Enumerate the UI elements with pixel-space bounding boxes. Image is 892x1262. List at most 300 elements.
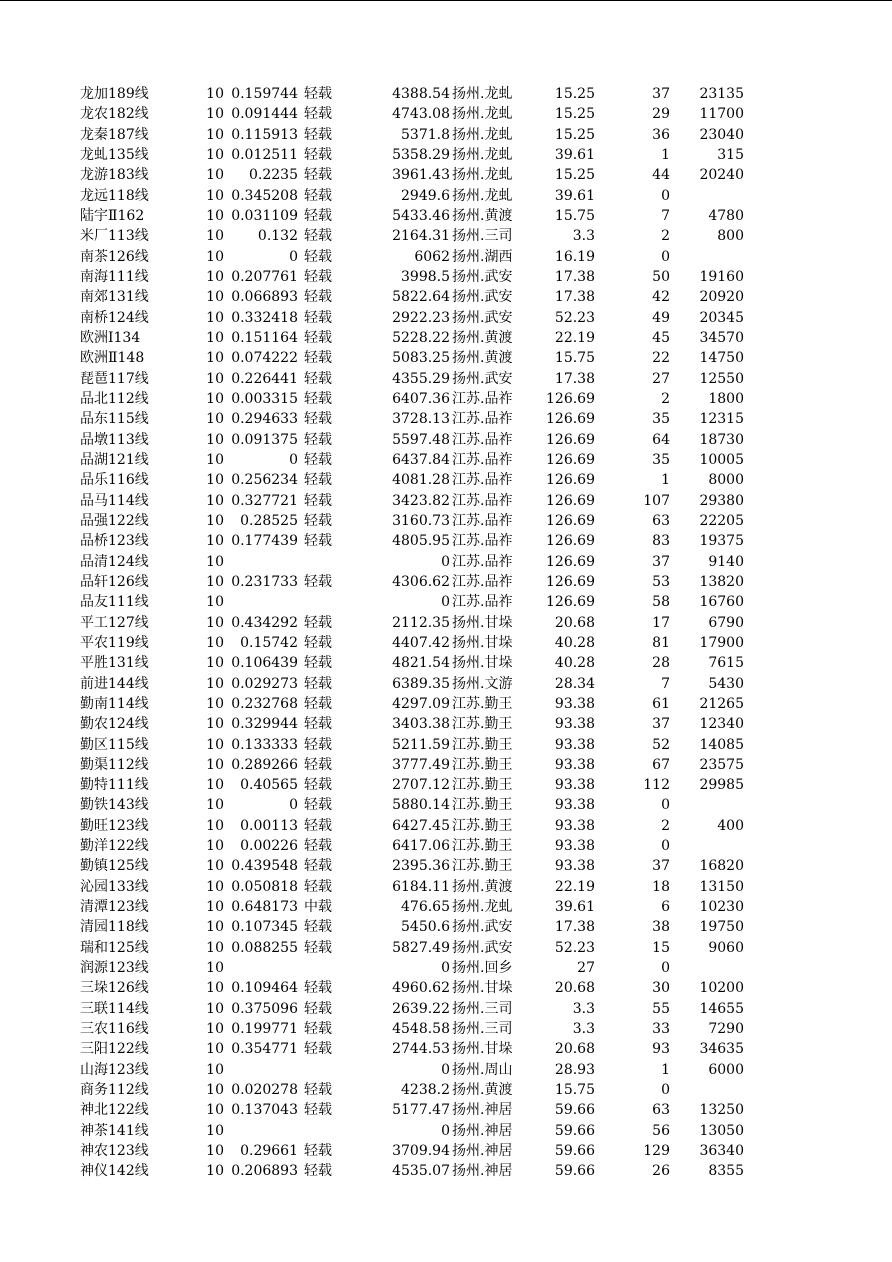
cell-load-status: 轻载 (304, 451, 332, 468)
cell-distance: 93.38 (554, 858, 595, 875)
cell-voltage: 10 (206, 777, 224, 794)
cell-load-status: 轻载 (304, 736, 332, 753)
cell-load-status: 轻载 (304, 797, 332, 814)
cell-load-ratio: 0.133333 (231, 736, 298, 753)
table-row (0, 755, 892, 775)
cell-total: 20240 (699, 167, 744, 184)
cell-count: 61 (652, 695, 670, 712)
cell-distance: 52.23 (554, 939, 595, 956)
cell-substation: 扬州.甘垛 (452, 634, 513, 651)
cell-load-ratio: 0.00113 (240, 817, 298, 834)
cell-substation: 江苏.勤王 (452, 838, 513, 855)
cell-capacity: 0 (441, 1122, 450, 1139)
cell-line-name: 龙远118线 (80, 187, 149, 204)
table-row (0, 775, 892, 795)
table-row (0, 592, 892, 612)
cell-load-ratio: 0.40565 (240, 777, 298, 794)
cell-capacity: 5371.8 (401, 126, 450, 143)
cell-capacity: 5880.14 (392, 797, 450, 814)
table-row (0, 308, 892, 328)
cell-substation: 扬州.甘垛 (452, 655, 513, 672)
cell-substation: 江苏.品祚 (452, 472, 513, 489)
cell-count: 35 (652, 451, 670, 468)
cell-distance: 27 (577, 960, 595, 977)
cell-distance: 93.38 (554, 838, 595, 855)
cell-count: 37 (652, 858, 670, 875)
cell-load-ratio: 0.115913 (231, 126, 298, 143)
cell-distance: 126.69 (546, 390, 595, 407)
cell-load-ratio: 0.091444 (231, 106, 298, 123)
cell-distance: 20.68 (554, 980, 595, 997)
cell-voltage: 10 (206, 268, 224, 285)
cell-voltage: 10 (206, 1102, 224, 1119)
cell-substation: 扬州.甘垛 (452, 1041, 513, 1058)
cell-substation: 扬州.神居 (452, 1122, 513, 1139)
cell-total: 8000 (708, 472, 744, 489)
cell-distance: 3.3 (572, 1000, 595, 1017)
cell-load-ratio: 0.329944 (231, 716, 298, 733)
cell-distance: 17.38 (554, 370, 595, 387)
cell-line-name: 瑞和125线 (80, 939, 149, 956)
cell-substation: 扬州.武安 (452, 939, 513, 956)
cell-substation: 江苏.品祚 (452, 431, 513, 448)
cell-total: 23575 (699, 756, 744, 773)
cell-load-ratio: 0.020278 (231, 1082, 298, 1099)
cell-load-status: 轻载 (304, 248, 332, 265)
cell-distance: 20.68 (554, 614, 595, 631)
table-row (0, 938, 892, 958)
cell-count: 29 (652, 106, 670, 123)
cell-voltage: 10 (206, 1000, 224, 1017)
cell-line-name: 勤渠112线 (80, 756, 149, 773)
cell-distance: 52.23 (554, 309, 595, 326)
cell-substation: 扬州.三司 (452, 1000, 513, 1017)
table-row (0, 917, 892, 937)
cell-distance: 126.69 (546, 533, 595, 550)
cell-capacity: 0 (441, 1061, 450, 1078)
cell-line-name: 品墩113线 (80, 431, 149, 448)
cell-load-status: 轻载 (304, 370, 332, 387)
cell-capacity: 5083.25 (392, 350, 450, 367)
cell-capacity: 4355.29 (392, 370, 450, 387)
cell-voltage: 10 (206, 492, 224, 509)
table-row (0, 409, 892, 429)
cell-count: 0 (661, 1082, 670, 1099)
cell-line-name: 清园118线 (80, 919, 149, 936)
cell-voltage: 10 (206, 451, 224, 468)
cell-total: 9060 (708, 939, 744, 956)
cell-load-ratio: 0.074222 (231, 350, 298, 367)
cell-substation: 扬州.甘垛 (452, 614, 513, 631)
cell-count: 63 (652, 1102, 670, 1119)
cell-substation: 江苏.品祚 (452, 573, 513, 590)
cell-line-name: 三联114线 (80, 1000, 149, 1017)
cell-total: 1800 (708, 390, 744, 407)
cell-line-name: 龙加189线 (80, 86, 149, 102)
cell-load-status: 轻载 (304, 878, 332, 895)
cell-total: 12550 (699, 370, 744, 387)
cell-voltage: 10 (206, 207, 224, 224)
cell-substation: 江苏.品祚 (452, 553, 513, 570)
table-row (0, 267, 892, 287)
cell-substation: 江苏.品祚 (452, 411, 513, 428)
cell-capacity: 3160.73 (392, 512, 450, 529)
cell-capacity: 2112.35 (392, 614, 450, 631)
cell-voltage: 10 (206, 187, 224, 204)
cell-distance: 39.61 (554, 899, 595, 916)
cell-total: 10005 (699, 451, 744, 468)
cell-load-ratio: 0.109464 (231, 980, 298, 997)
cell-load-ratio: 0.231733 (231, 573, 298, 590)
cell-substation: 江苏.勤王 (452, 756, 513, 773)
cell-capacity: 4407.42 (392, 634, 450, 651)
table-row (0, 1161, 892, 1181)
table-row (0, 552, 892, 572)
cell-substation: 扬州.回乡 (452, 960, 513, 977)
cell-capacity: 3728.13 (392, 411, 450, 428)
cell-voltage: 10 (206, 228, 224, 245)
cell-voltage: 10 (206, 939, 224, 956)
cell-capacity: 6427.45 (392, 817, 450, 834)
cell-line-name: 龙游183线 (80, 167, 149, 184)
cell-total: 315 (717, 146, 744, 163)
cell-load-status: 轻载 (304, 1143, 332, 1160)
cell-line-name: 平胜131线 (80, 655, 149, 672)
cell-load-status: 轻载 (304, 167, 332, 184)
cell-line-name: 品友111线 (80, 594, 149, 611)
cell-substation: 扬州.湖西 (452, 248, 513, 265)
table-row (0, 694, 892, 714)
cell-voltage: 10 (206, 797, 224, 814)
cell-substation: 扬州.周山 (452, 1061, 513, 1078)
cell-substation: 江苏.品祚 (452, 451, 513, 468)
cell-voltage: 10 (206, 756, 224, 773)
cell-count: 17 (652, 614, 670, 631)
cell-count: 52 (652, 736, 670, 753)
cell-total: 29380 (699, 492, 744, 509)
cell-voltage: 10 (206, 675, 224, 692)
cell-voltage: 10 (206, 309, 224, 326)
cell-voltage: 10 (206, 594, 224, 611)
cell-total: 34570 (699, 329, 744, 346)
cell-count: 36 (652, 126, 670, 143)
cell-substation: 扬州.龙虬 (452, 126, 513, 143)
cell-substation: 扬州.神居 (452, 1163, 513, 1180)
cell-load-status: 轻载 (304, 350, 332, 367)
cell-distance: 40.28 (554, 634, 595, 651)
cell-substation: 江苏.品祚 (452, 492, 513, 509)
cell-count: 0 (661, 187, 670, 204)
table-row (0, 1121, 892, 1141)
table-row (0, 145, 892, 165)
cell-load-status: 轻载 (304, 1000, 332, 1017)
cell-line-name: 勤特111线 (80, 777, 149, 794)
cell-voltage: 10 (206, 370, 224, 387)
cell-capacity: 2922.23 (392, 309, 450, 326)
cell-load-status: 轻载 (304, 289, 332, 306)
cell-distance: 17.38 (554, 919, 595, 936)
cell-load-status: 轻载 (304, 1163, 332, 1180)
cell-count: 2 (661, 817, 670, 834)
cell-distance: 126.69 (546, 492, 595, 509)
cell-count: 18 (652, 878, 670, 895)
cell-substation: 扬州.龙虬 (452, 86, 513, 102)
cell-line-name: 三农116线 (80, 1021, 149, 1038)
table-row (0, 369, 892, 389)
cell-voltage: 10 (206, 858, 224, 875)
cell-capacity: 4297.09 (392, 695, 450, 712)
cell-substation: 江苏.勤王 (452, 716, 513, 733)
cell-total: 10230 (699, 899, 744, 916)
cell-count: 0 (661, 960, 670, 977)
cell-load-status: 轻载 (304, 390, 332, 407)
cell-line-name: 三阳122线 (80, 1041, 149, 1058)
cell-total: 13820 (699, 573, 744, 590)
table-row (0, 1039, 892, 1059)
cell-substation: 扬州.武安 (452, 309, 513, 326)
cell-line-name: 勤洋122线 (80, 838, 149, 855)
cell-voltage: 10 (206, 919, 224, 936)
cell-total: 12315 (699, 411, 744, 428)
cell-load-ratio: 0.199771 (231, 1021, 298, 1038)
cell-count: 0 (661, 248, 670, 265)
table-row (0, 389, 892, 409)
cell-count: 1 (661, 146, 670, 163)
cell-total: 14085 (699, 736, 744, 753)
table-row (0, 450, 892, 470)
cell-distance: 93.38 (554, 716, 595, 733)
cell-distance: 3.3 (572, 228, 595, 245)
cell-load-ratio: 0.00226 (240, 838, 298, 855)
table-row (0, 430, 892, 450)
table-row (0, 104, 892, 124)
table-row (0, 735, 892, 755)
cell-capacity: 4743.08 (392, 106, 450, 123)
cell-load-ratio: 0.327721 (231, 492, 298, 509)
cell-total: 800 (717, 228, 744, 245)
cell-distance: 39.61 (554, 187, 595, 204)
table-row (0, 1141, 892, 1161)
cell-load-ratio: 0.345208 (231, 187, 298, 204)
cell-load-status: 轻载 (304, 512, 332, 529)
cell-load-ratio: 0.439548 (231, 858, 298, 875)
cell-distance: 3.3 (572, 1021, 595, 1038)
cell-load-ratio: 0 (289, 248, 298, 265)
cell-count: 0 (661, 797, 670, 814)
cell-load-ratio: 0 (289, 797, 298, 814)
cell-line-name: 勤旺123线 (80, 817, 149, 834)
cell-load-ratio: 0.15742 (240, 634, 298, 651)
cell-load-ratio: 0.029273 (231, 675, 298, 692)
cell-capacity: 2164.31 (392, 228, 450, 245)
cell-load-status: 轻载 (304, 411, 332, 428)
cell-load-status: 轻载 (304, 228, 332, 245)
cell-voltage: 10 (206, 390, 224, 407)
cell-capacity: 4238.2 (401, 1082, 450, 1099)
cell-voltage: 10 (206, 431, 224, 448)
cell-capacity: 5822.64 (392, 289, 450, 306)
cell-substation: 江苏.勤王 (452, 817, 513, 834)
table-row (0, 897, 892, 917)
cell-load-status: 轻载 (304, 1021, 332, 1038)
cell-load-status: 轻载 (304, 777, 332, 794)
cell-voltage: 10 (206, 634, 224, 651)
cell-substation: 扬州.武安 (452, 268, 513, 285)
cell-distance: 126.69 (546, 553, 595, 570)
cell-load-status: 轻载 (304, 207, 332, 224)
cell-total: 13050 (699, 1122, 744, 1139)
cell-distance: 15.75 (554, 1082, 595, 1099)
cell-capacity: 4306.62 (392, 573, 450, 590)
cell-count: 38 (652, 919, 670, 936)
cell-total: 19160 (699, 268, 744, 285)
cell-count: 44 (652, 167, 670, 184)
cell-total: 9140 (708, 553, 744, 570)
table-row (0, 1060, 892, 1080)
cell-load-status: 轻载 (304, 329, 332, 346)
cell-voltage: 10 (206, 1122, 224, 1139)
table-row (0, 247, 892, 267)
cell-substation: 扬州.三司 (452, 228, 513, 245)
cell-load-status: 轻载 (304, 106, 332, 123)
cell-load-ratio: 0.088255 (231, 939, 298, 956)
cell-load-status: 轻载 (304, 756, 332, 773)
cell-voltage: 10 (206, 960, 224, 977)
cell-capacity: 3961.43 (392, 167, 450, 184)
cell-capacity: 2639.22 (392, 1000, 450, 1017)
cell-total: 8355 (708, 1163, 744, 1180)
cell-count: 37 (652, 86, 670, 102)
table-row (0, 674, 892, 694)
cell-voltage: 10 (206, 655, 224, 672)
cell-count: 1 (661, 1061, 670, 1078)
cell-capacity: 5450.6 (401, 919, 450, 936)
cell-load-ratio: 0.137043 (231, 1102, 298, 1119)
cell-voltage: 10 (206, 838, 224, 855)
cell-total: 11700 (699, 106, 744, 123)
cell-distance: 15.25 (554, 86, 595, 102)
cell-voltage: 10 (206, 146, 224, 163)
cell-distance: 17.38 (554, 289, 595, 306)
cell-count: 37 (652, 553, 670, 570)
cell-count: 58 (652, 594, 670, 611)
cell-load-status: 轻载 (304, 187, 332, 204)
cell-voltage: 10 (206, 248, 224, 265)
cell-line-name: 欧洲Ⅱ148 (80, 350, 145, 367)
cell-total: 20345 (699, 309, 744, 326)
cell-capacity: 3423.82 (392, 492, 450, 509)
cell-load-status: 轻载 (304, 858, 332, 875)
cell-load-status: 轻载 (304, 1082, 332, 1099)
cell-capacity: 6417.06 (392, 838, 450, 855)
cell-substation: 扬州.龙虬 (452, 187, 513, 204)
cell-distance: 59.66 (554, 1122, 595, 1139)
cell-line-name: 品清124线 (80, 553, 149, 570)
cell-line-name: 勤镇125线 (80, 858, 149, 875)
cell-capacity: 4535.07 (392, 1163, 450, 1180)
cell-total: 400 (717, 817, 744, 834)
cell-capacity: 476.65 (401, 899, 450, 916)
cell-count: 2 (661, 390, 670, 407)
cell-count: 7 (661, 675, 670, 692)
cell-load-ratio: 0.106439 (231, 655, 298, 672)
cell-substation: 扬州.黄渡 (452, 350, 513, 367)
cell-capacity: 0 (441, 960, 450, 977)
table-row (0, 877, 892, 897)
cell-voltage: 10 (206, 86, 224, 102)
cell-line-name: 琵琶117线 (80, 370, 149, 387)
cell-line-name: 勤农124线 (80, 716, 149, 733)
cell-voltage: 10 (206, 411, 224, 428)
top-border-line (0, 0, 892, 1)
cell-distance: 15.25 (554, 126, 595, 143)
table-row (0, 1100, 892, 1120)
cell-distance: 126.69 (546, 512, 595, 529)
cell-line-name: 品桥123线 (80, 533, 149, 550)
cell-capacity: 4821.54 (392, 655, 450, 672)
cell-substation: 扬州.龙虬 (452, 106, 513, 123)
cell-distance: 93.38 (554, 695, 595, 712)
table-row (0, 186, 892, 206)
cell-voltage: 10 (206, 350, 224, 367)
cell-distance: 15.75 (554, 350, 595, 367)
cell-distance: 126.69 (546, 451, 595, 468)
cell-capacity: 5211.59 (392, 736, 450, 753)
cell-line-name: 品北112线 (80, 390, 149, 407)
table-row (0, 958, 892, 978)
cell-voltage: 10 (206, 106, 224, 123)
cell-load-status: 轻载 (304, 716, 332, 733)
cell-distance: 126.69 (546, 573, 595, 590)
cell-load-ratio: 0.354771 (231, 1041, 298, 1058)
cell-capacity: 6389.35 (392, 675, 450, 692)
cell-substation: 扬州.武安 (452, 289, 513, 306)
table-row (0, 491, 892, 511)
cell-total: 6000 (708, 1061, 744, 1078)
cell-count: 81 (652, 634, 670, 651)
table-row (0, 795, 892, 815)
cell-total: 5430 (708, 675, 744, 692)
cell-load-ratio: 0.232768 (231, 695, 298, 712)
cell-load-ratio: 0.332418 (231, 309, 298, 326)
cell-substation: 扬州.甘垛 (452, 980, 513, 997)
cell-voltage: 10 (206, 573, 224, 590)
cell-load-ratio: 0.226441 (231, 370, 298, 387)
cell-load-ratio: 0.207761 (231, 268, 298, 285)
table-row (0, 653, 892, 673)
cell-count: 55 (652, 1000, 670, 1017)
cell-total: 16760 (699, 594, 744, 611)
cell-substation: 江苏.勤王 (452, 777, 513, 794)
cell-voltage: 10 (206, 553, 224, 570)
cell-count: 93 (652, 1041, 670, 1058)
cell-voltage: 10 (206, 817, 224, 834)
cell-line-name: 神仪142线 (80, 1163, 149, 1180)
cell-line-name: 前进144线 (80, 675, 149, 692)
table-row (0, 348, 892, 368)
cell-total: 7290 (708, 1021, 744, 1038)
cell-line-name: 欧洲Ⅰ134 (80, 329, 141, 346)
cell-total: 19375 (699, 533, 744, 550)
cell-count: 1 (661, 472, 670, 489)
cell-load-status: 轻载 (304, 146, 332, 163)
cell-count: 26 (652, 1163, 670, 1180)
cell-line-name: 品乐116线 (80, 472, 149, 489)
cell-capacity: 0 (441, 553, 450, 570)
cell-voltage: 10 (206, 1143, 224, 1160)
table-row (0, 633, 892, 653)
table-row (0, 714, 892, 734)
